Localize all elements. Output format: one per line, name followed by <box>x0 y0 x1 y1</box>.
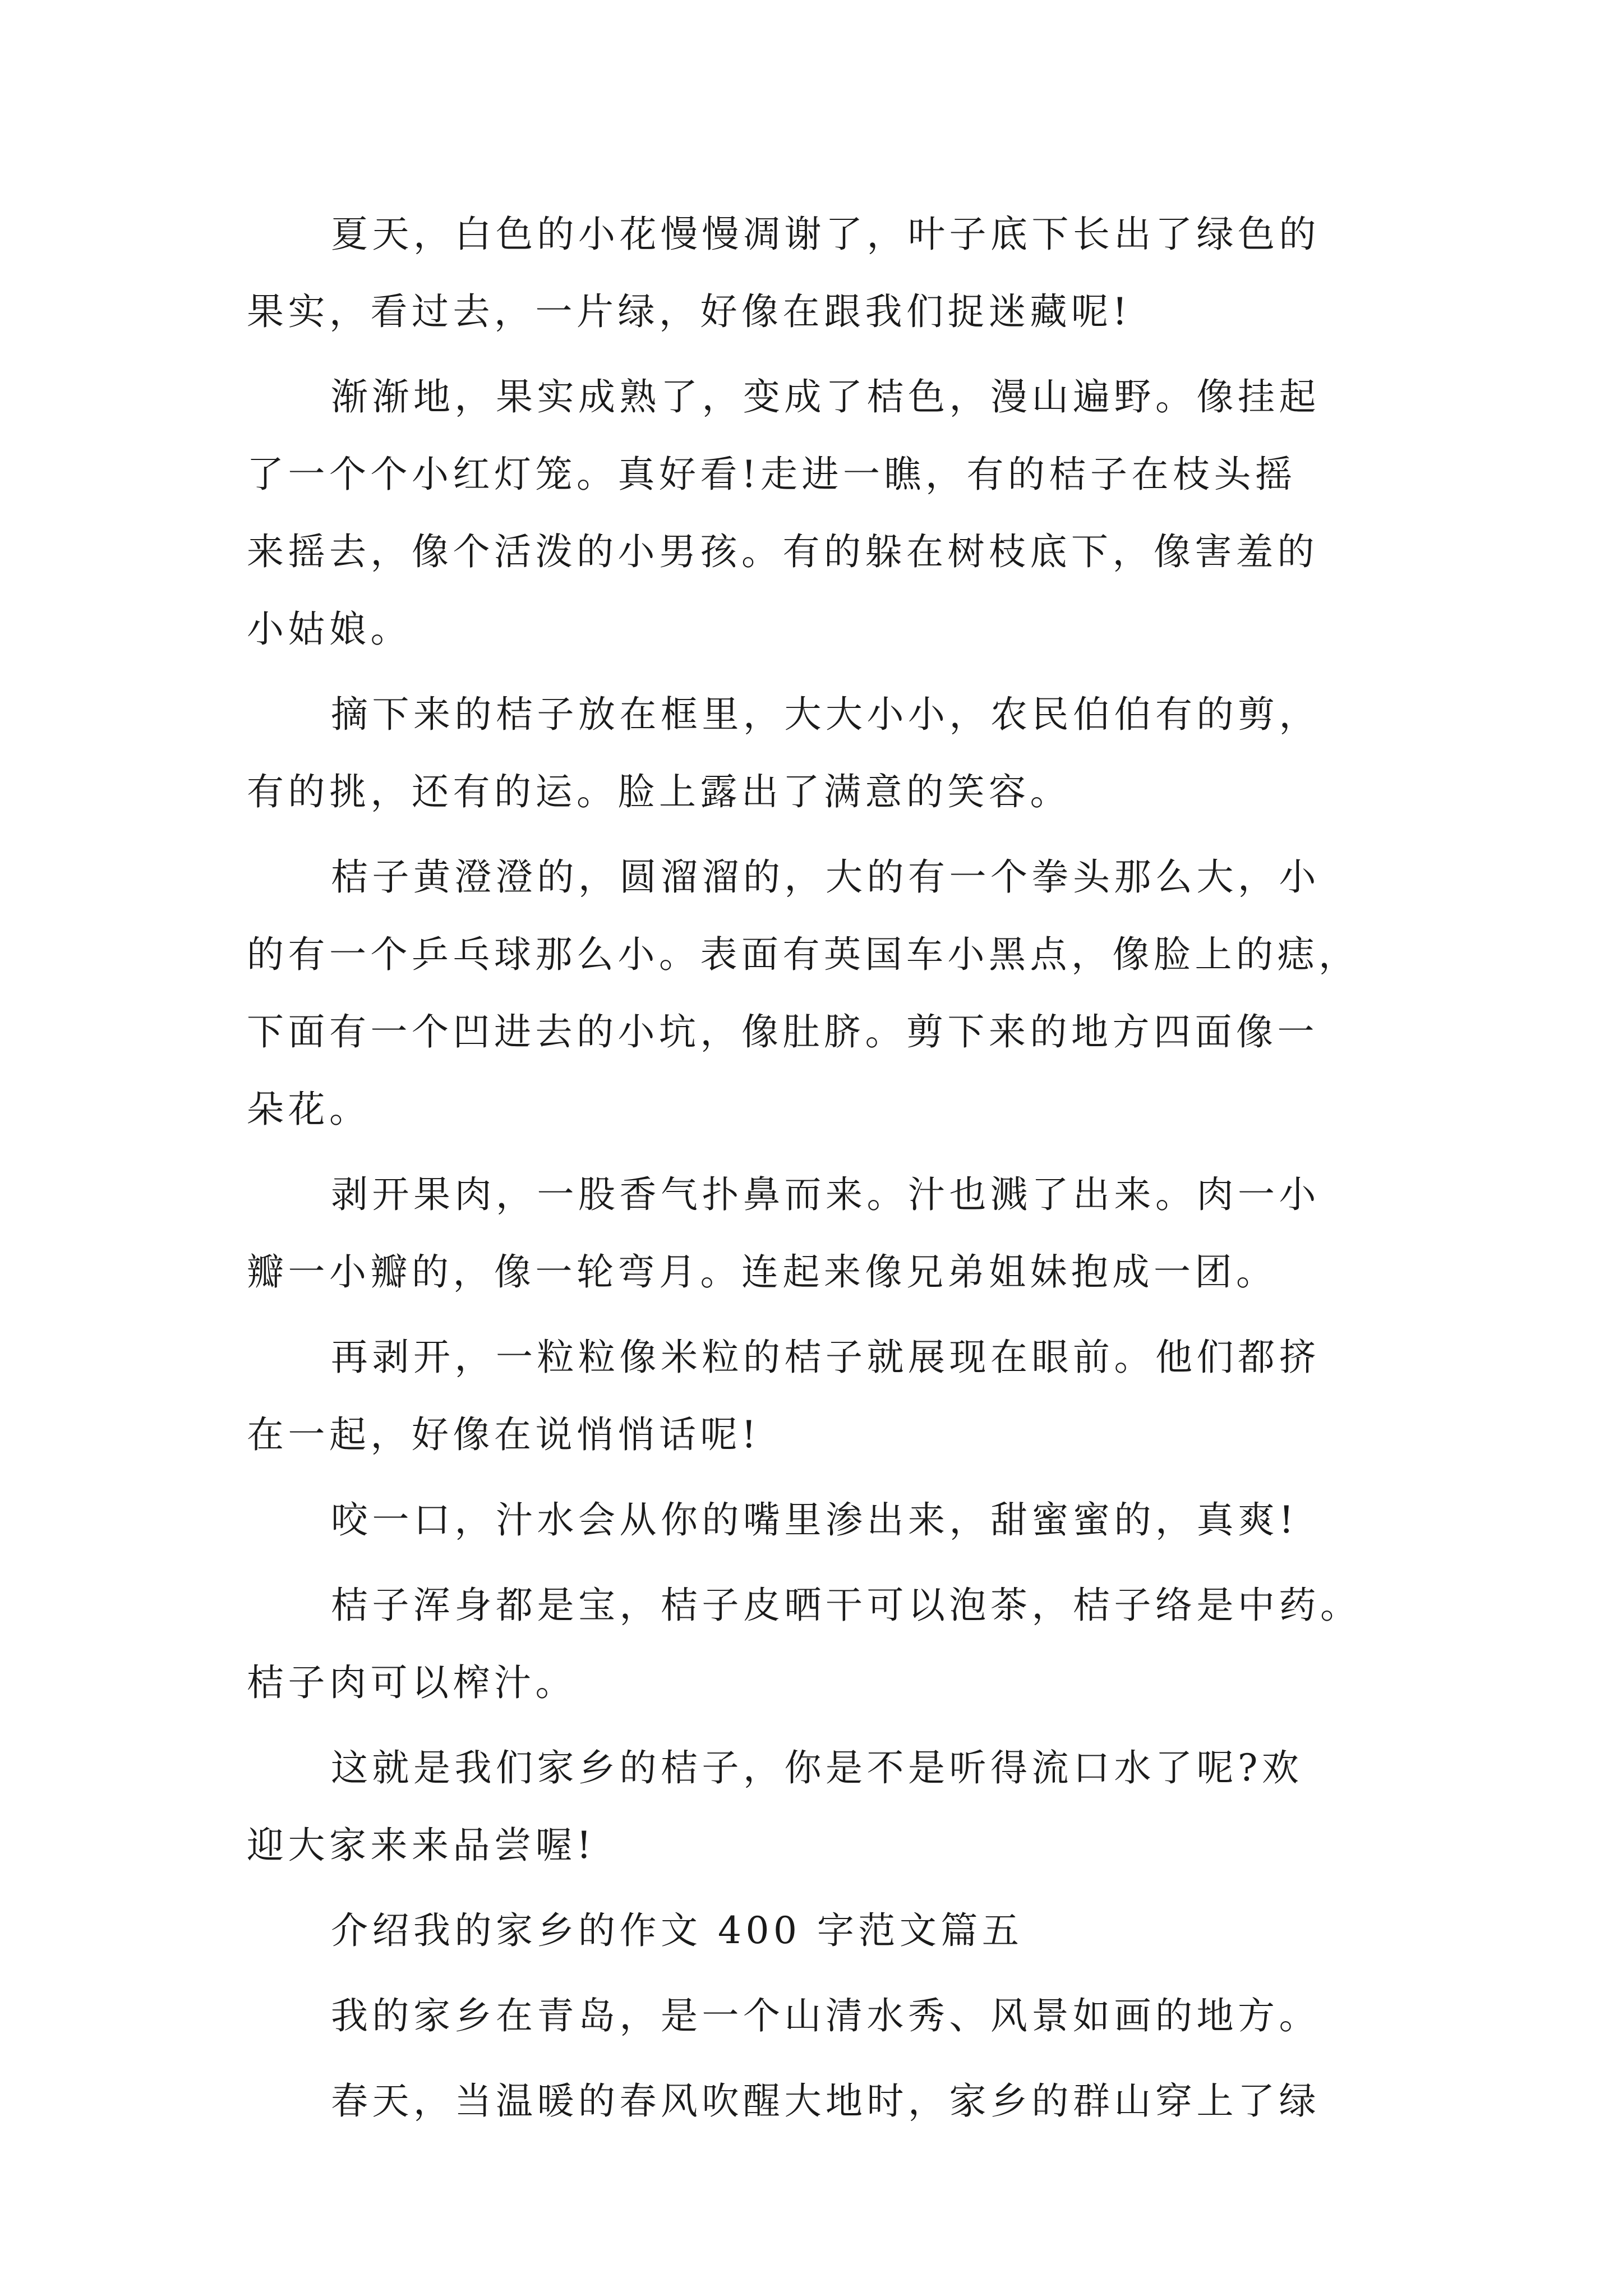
text-line: 的有一个乒乓球那么小。表面有英国车小黑点，像脸上的痣， <box>247 933 1360 976</box>
text-line: 桔子浑身都是宝，桔子皮晒干可以泡茶，桔子络是中药。 <box>331 1584 1362 1627</box>
text-line: 再剥开，一粒粒像米粒的桔子就展现在眼前。他们都挤 <box>331 1336 1320 1379</box>
text-line: 桔子黄澄澄的，圆溜溜的，大的有一个拳头那么大，小 <box>331 855 1320 899</box>
text-line: 朵花。 <box>247 1088 371 1131</box>
text-line: 桔子肉可以榨汁。 <box>247 1661 577 1704</box>
text-line: 剥开果肉，一股香气扑鼻而来。汁也溅了出来。肉一小 <box>331 1173 1320 1216</box>
text-line: 渐渐地，果实成熟了，变成了桔色，漫山遍野。像挂起 <box>331 375 1320 418</box>
text-line: 这就是我们家乡的桔子，你是不是听得流口水了呢?欢 <box>331 1746 1303 1789</box>
text-line: 迎大家来来品尝喔! <box>247 1824 596 1867</box>
text-line: 摘下来的桔子放在框里，大大小小，农民伯伯有的剪， <box>331 693 1320 736</box>
text-line: 果实，看过去，一片绿，好像在跟我们捉迷藏呢! <box>247 290 1132 333</box>
text-line: 下面有一个凹进去的小坑，像肚脐。剪下来的地方四面像一 <box>247 1010 1318 1053</box>
text-line: 我的家乡在青岛，是一个山清水秀、风景如画的地方。 <box>331 1994 1320 2037</box>
text-line: 来摇去，像个活泼的小男孩。有的躲在树枝底下，像害羞的 <box>247 530 1318 573</box>
text-line: 春天，当温暖的春风吹醒大地时，家乡的群山穿上了绿 <box>331 2079 1320 2123</box>
text-line: 小姑娘。 <box>247 608 412 651</box>
text-line: 咬一口，汁水会从你的嘴里渗出来，甜蜜蜜的，真爽! <box>331 1498 1298 1542</box>
section-heading: 介绍我的家乡的作文 400 字范文篇五 <box>331 1909 1023 1952</box>
text-line: 夏天，白色的小花慢慢凋谢了，叶子底下长出了绿色的 <box>331 213 1320 256</box>
text-line: 瓣一小瓣的，像一轮弯月。连起来像兄弟姐妹抱成一团。 <box>247 1250 1278 1294</box>
text-line: 在一起，好像在说悄悄话呢! <box>247 1413 761 1456</box>
text-line: 有的挑，还有的运。脸上露出了满意的笑容。 <box>247 770 1071 813</box>
text-line: 了一个个小红灯笼。真好看!走进一瞧，有的桔子在枝头摇 <box>247 453 1297 496</box>
